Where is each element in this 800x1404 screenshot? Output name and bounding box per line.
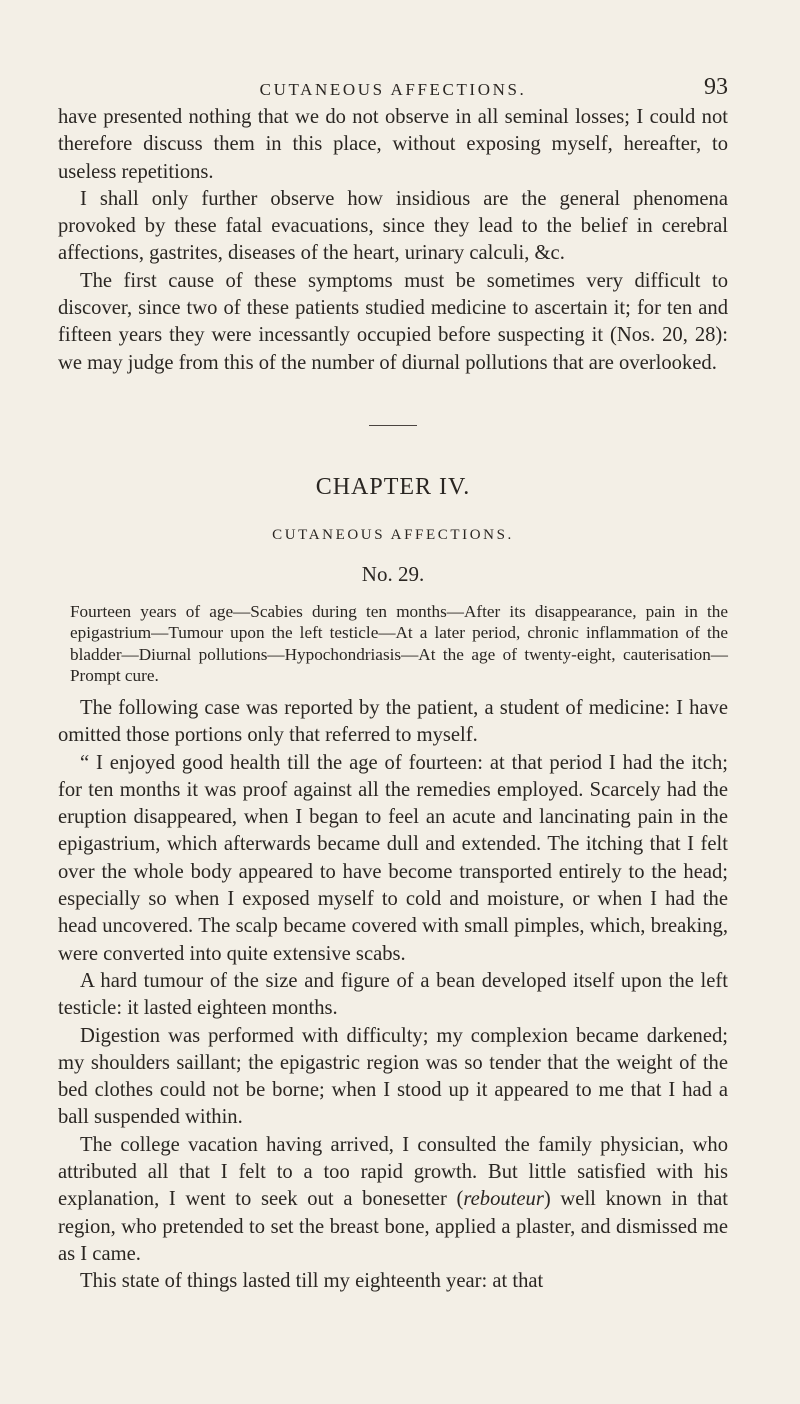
chapter-title: CUTANEOUS AFFECTIONS. (272, 526, 514, 543)
case-summary: Fourteen years of age—Scabies during ten months—After its disappearance, pain in the epigastrium—Tumour upon the left testicle—At a later period, chronic inflammation of the bladder—Diurnal pollutions—Hypochondriasis—At the age of twenty-eight, cauterisation—Prompt cure. (70, 601, 728, 686)
chapter-heading: CHAPTER IV. (315, 473, 471, 500)
page-number: 93 (704, 74, 728, 100)
case-number: No. 29. (361, 561, 425, 586)
preceding-text (58, 104, 728, 377)
paragraph: The following case was reported by the patient, a student of medicine: I have omitted those portions only that referred to myself. (58, 696, 728, 747)
paragraph: This state of things lasted till my eighteenth year: at that (80, 1270, 544, 1293)
paragraph: I shall only further observe how insidious are the general phenomena provoked by these fatal evacuations, since they lead to the belief in cerebral affections, gastrites, diseases of the heart, urinary calculi, &c. (58, 187, 728, 265)
text-run: The college vacation having arrived, I consulted the family physician, who attributed all that I felt to a too rapid growth. But little satisfied with his explanation, I went to seek out a bonesetter ( (58, 1133, 728, 1211)
paragraph (58, 1132, 728, 1268)
italic-term: rebouteur (463, 1188, 544, 1211)
paragraph: have presented nothing that we do not observe in all seminal losses; I could not therefore discuss them in this place, without exposing myself, hereafter, to useless repetitions. (58, 106, 728, 183)
running-head (58, 0, 728, 104)
section-divider (369, 425, 417, 426)
case-narrative (58, 695, 728, 1296)
running-title: CUTANEOUS AFFECTIONS. (259, 80, 527, 99)
paragraph: “ I enjoyed good health till the age of fourteen: at that period I had the itch; for ten months it was proof against all the remedies employed. Scarcely had the eruption disappeared, when I began to feel an acute and lancinating pain in the epigastrium, which afterwards became dull and extended. The itching that I felt over the whole body appeared to have become transported entirely to the head; especially so when I exposed myself to cold and moisture, or when I had the head uncovered. The scalp became covered with small pimples, which, breaking, were converted into quite extensive scabs. (58, 751, 728, 965)
paragraph: A hard tumour of the size and figure of a bean developed itself upon the left testicle: it lasted eighteen months. (58, 969, 728, 1020)
paragraph: The first cause of these symptoms must be sometimes very difficult to discover, since two of these patients studied medicine to ascertain it; for ten and fifteen years they were incessantly occupied before suspecting it (Nos. 20, 28): we may judge from this of the number of diurnal pollutions that are overlooked. (58, 269, 728, 374)
paragraph: Digestion was performed with difficulty; my complexion became darkened; my shoulders saillant; the epigastric region was so tender that the weight of the bed clothes could not be borne; when I stood up it appeared to me that I had a ball suspended within. (58, 1024, 728, 1129)
text-run: ) well known in that region, who pretended to set the breast bone, applied a plaster, and dismissed me as I came. (58, 1188, 728, 1265)
